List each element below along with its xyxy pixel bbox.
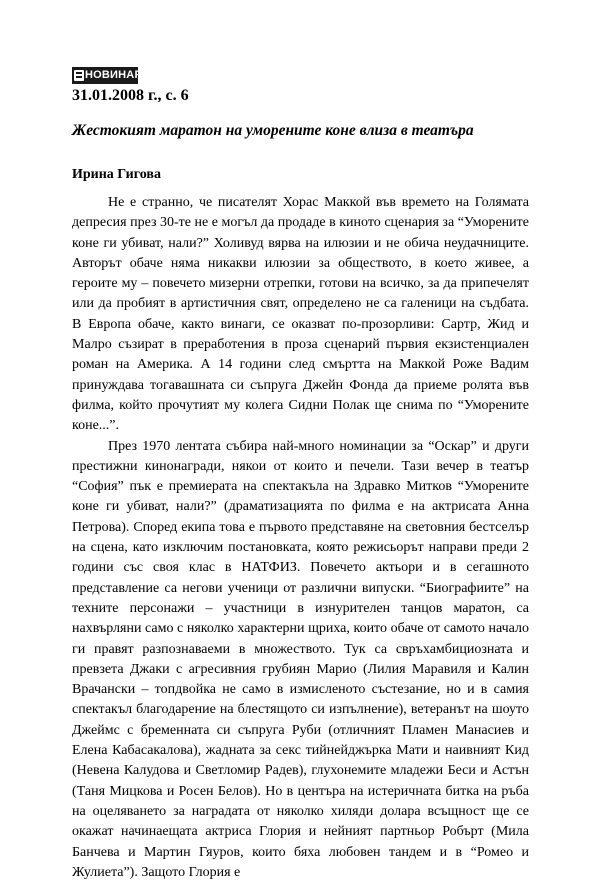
article-author: Ирина Гигова [72,167,161,182]
newspaper-logo [72,67,142,84]
newspaper-icon [74,70,84,81]
article-body [72,193,529,880]
publication-date: 31.01.2008 г., с. 6 [72,87,189,104]
body-paragraph: През 1970 лентата събира най-много номинации за “Оскар” и други престижни кинонагради, някои от които и печели. Тази вечер в театър “София” пък е премиерата на спектакъла на Здравко Митков “Уморените коне ги убиват, нали?” (драматизацията по филма е на актрисата Анна Петрова). Според екипа това е първото представяне на световния бестселър на сцена, като изключим постановката, която режисьорът направи преди 2 години със своя клас в НАТФИЗ. Повечето актьори и в сегашното представление са негови ученици от различни випуски. “Биографиите” на техните персонажи – участници в изнурителен танцов маратон, са нахвърляни само с няколко характерни щриха, които обаче от самото начало ги правят разпознаваеми в множеството. Тук са свръхамбициозната и превзета Джаки с агресивния грубиян Марио (Лилия Маравиля и Калин Врачански – топдвойка не само в измисленото състезание, но и в самия спектакъл благодарение на блестящото си изпълнение), ветеранът на шоуто Джеймс с бременната си съпруга Руби (отличният Пламен Манасиев и Елена Кабасакалова), жадната за секс тийнейджърка Мати и наивният Кид (Невена Калудова и Светломир Радев), глухонемите младежи Беси и Астън (Таня Мицкова и Росен Белов). Но в центъра на истеричната битка на ръба на оцеляването за наградата от няколко хиляди долара всъщност ще се окажат начинаещата актриса Глория и нейният партньор Робърт (Мила Банчева и Мартин Гяуров, които бяха любовен тандем и в “Ромео и Жулиета”). Защото Глория е [72,438,529,880]
body-paragraph: Не е странно, че писателят Хорас Маккой във времето на Голямата депресия през 30-те не е могъл да продаде в киното сценария за “Уморените коне ги убиват, нали?” Холивуд вярва на илюзии и не обича неудачниците. Авторът обаче няма никакви илюзии за обществото, в което живее, а героите му – повечето мизерни отрепки, готови на всичко, за да припечелят или да пробият в артистичния свят, определено не са галеници на съдбата. В Европа обаче, както винаги, се оказват по-прозорливи: Сартр, Жид и Малро съзират в преработения в проза сценарий първия екзистенциален роман на Америка. А 14 години след смъртта на Маккой Роже Вадим принуждава тогавашната си съпруга Джейн Фонда да приеме ролята във филма, който прочутият му колега Сидни Полак ще снима по “Уморените коне...”. [72,195,529,434]
logo-text: НОВИНАР [85,69,142,81]
article-title: Жестокият маратон на уморените коне влиза в театъра [72,122,474,139]
